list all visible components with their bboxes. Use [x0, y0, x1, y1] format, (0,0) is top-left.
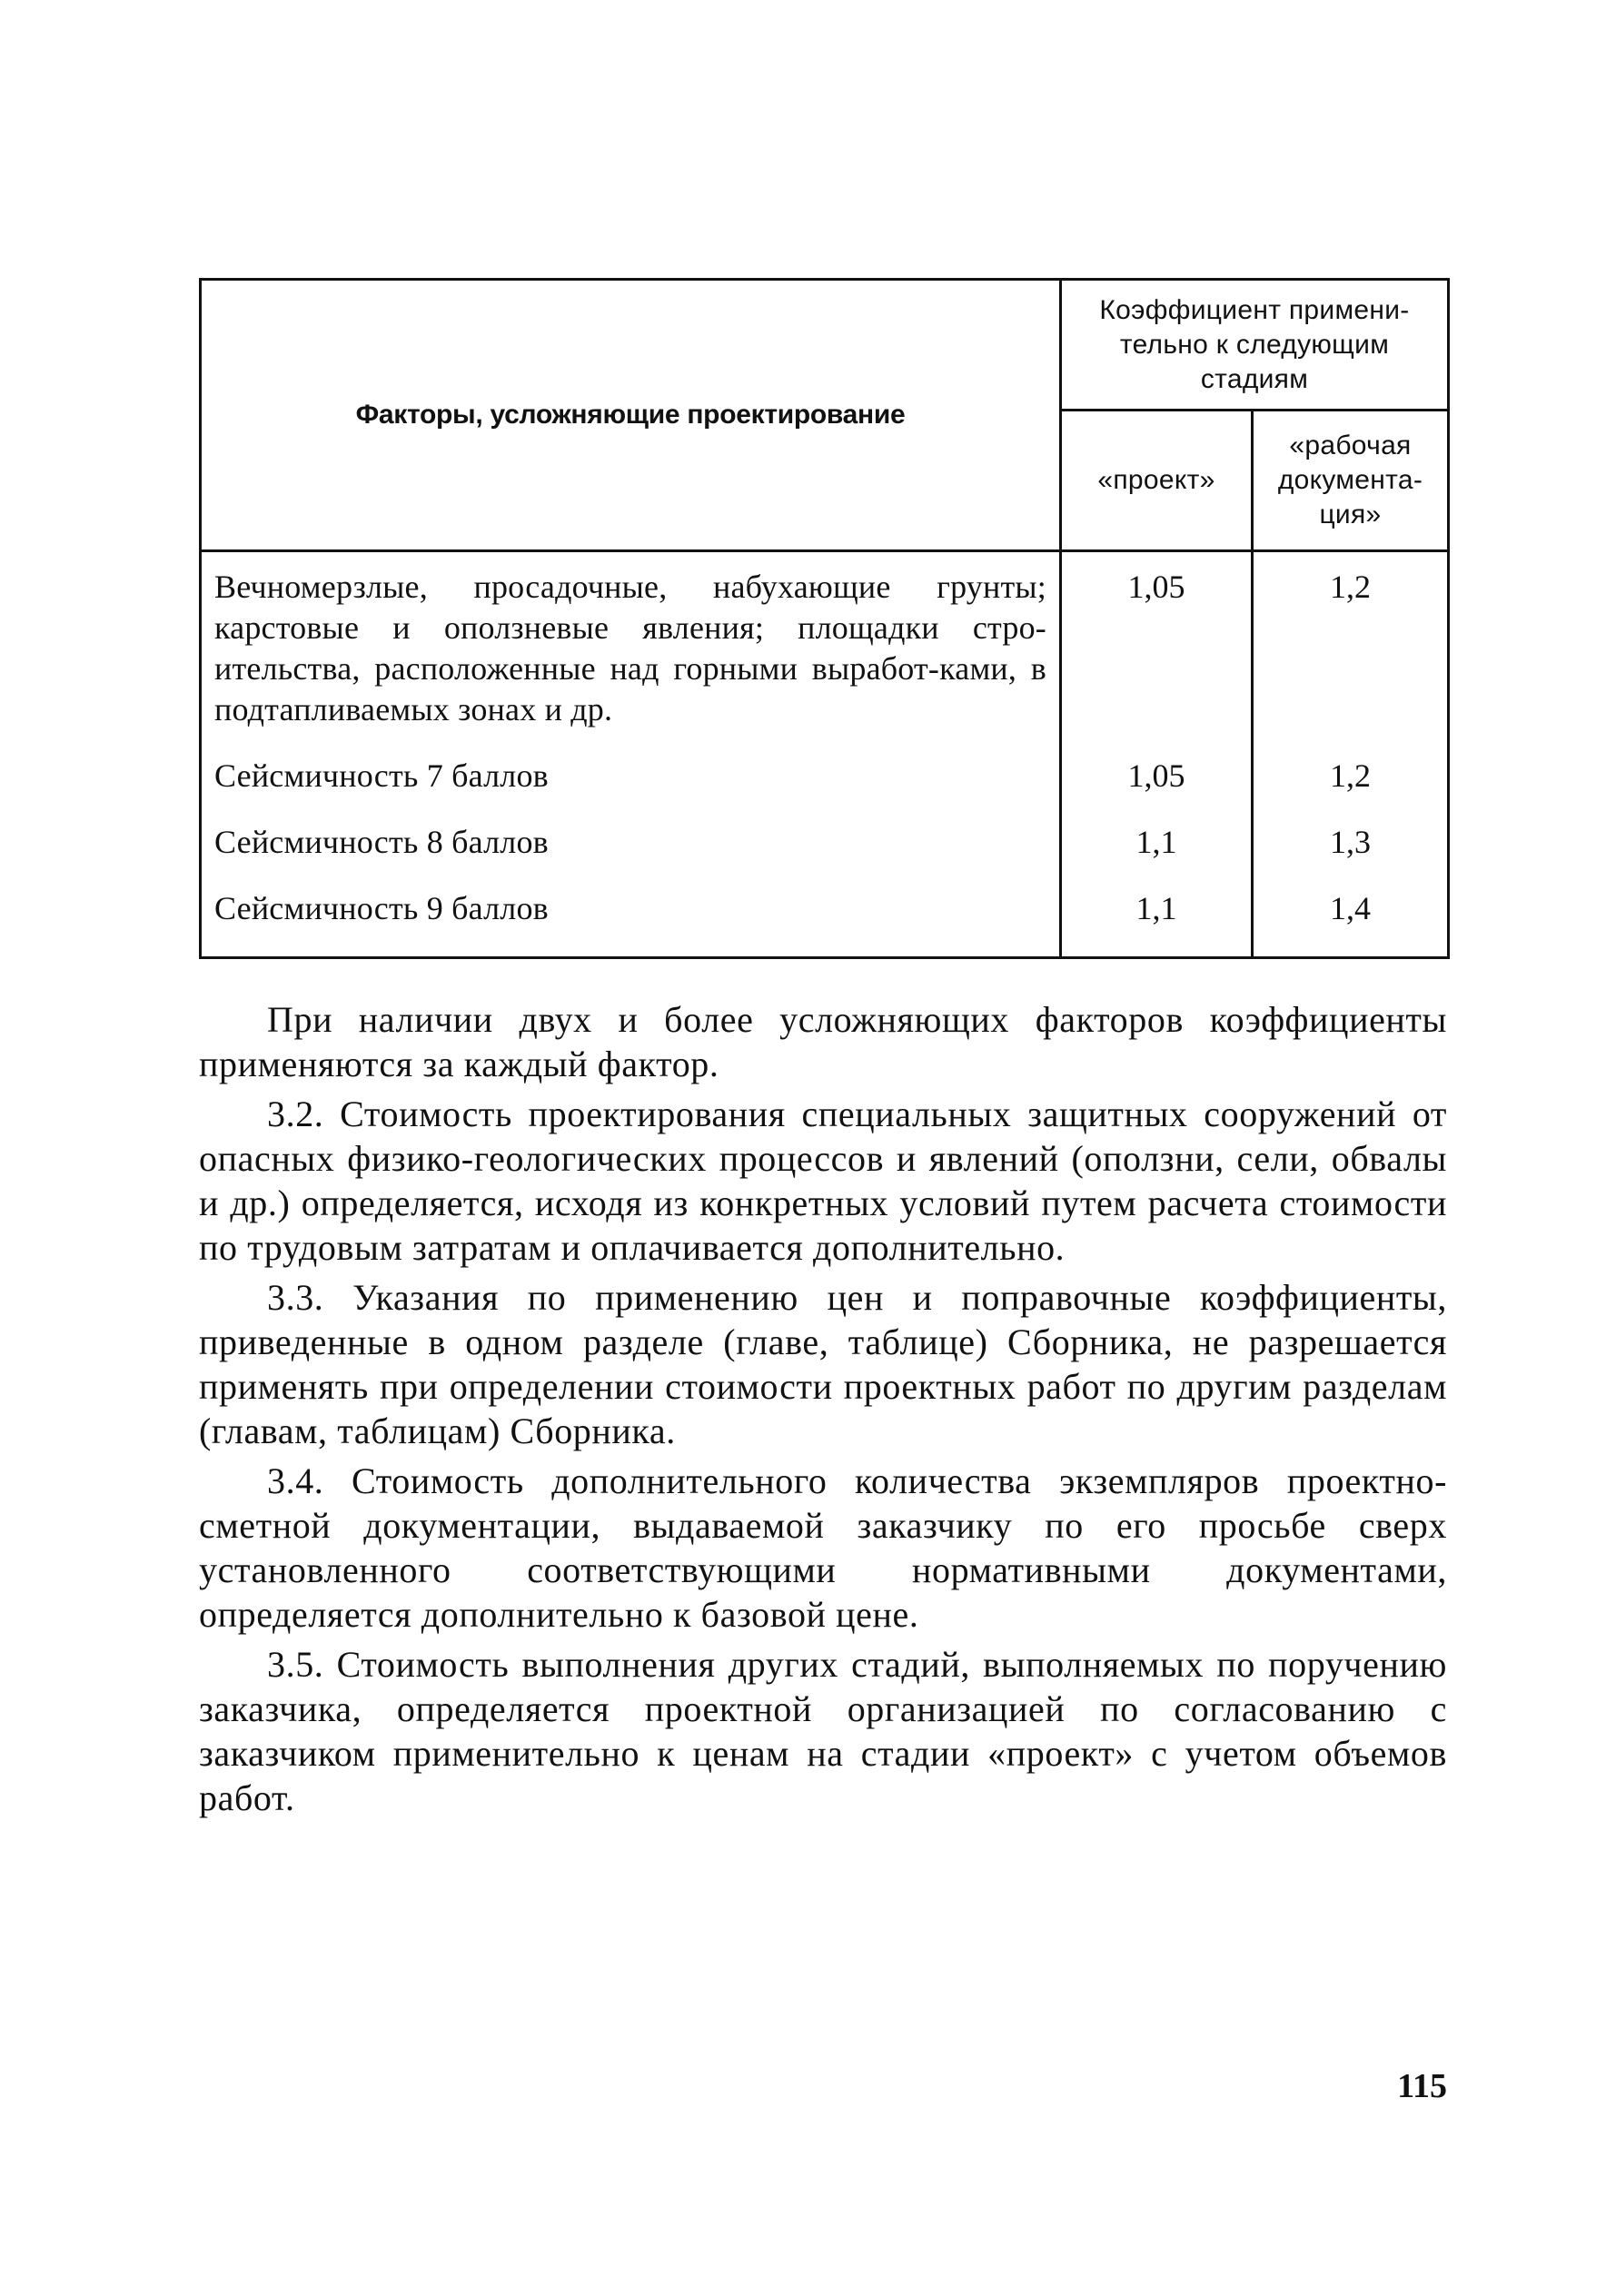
row-factor: Вечномерзлые, просадочные, набухающие грунты; карстовые и оползневые явления; площадки стро-ительства, расположенные над горными выработ-ками, в подтапливаемых зонах и др.: [201, 551, 1061, 744]
page-number: 115: [1397, 2067, 1447, 2105]
row-factor: Сейсмичность 9 баллов: [201, 876, 1061, 958]
header-factors: Факторы, усложняющие проектирование: [201, 280, 1061, 551]
row-working-coef: 1,4: [1253, 876, 1449, 958]
row-project-coef: 1,1: [1061, 876, 1253, 958]
body-text: [199, 997, 1447, 1826]
header-coefficient-text: Коэффициент примени-тельно к следующим стадиям: [1099, 294, 1410, 394]
header-stage-working: [1253, 411, 1449, 551]
paragraph: При наличии двух и более усложняющих факторов коэффициенты применяются за каждый фактор.: [199, 999, 1447, 1084]
paragraph-3-2: 3.2. Стоимость проектирования специальных защитных сооружений от опасных физико-геологических процессов и явлений (оползни, сели, обвалы и др.) определяется, исходя из конкретных условий путем расчета стоимости по трудовым затратам и оплачивается дополнительно.: [199, 1094, 1447, 1268]
header-stage-project: «проект»: [1061, 411, 1253, 551]
row-working-coef: 1,3: [1253, 809, 1449, 876]
table-row: [201, 809, 1449, 876]
header-coefficient: [1061, 280, 1449, 411]
coefficient-table: [199, 278, 1450, 959]
paragraph-3-3: 3.3. Указания по применению цен и поправочные коэффициенты, приведенные в одном разделе (главе, таблице) Сборника, не разрешается применять при определении стоимости проектных работ по другим разделам (главам, таблицам) Сборника.: [199, 1277, 1447, 1451]
row-project-coef: 1,05: [1061, 743, 1253, 809]
table-row: [201, 551, 1449, 744]
table-header-row: [201, 280, 1449, 411]
header-stage-working-text: «рабочая документа-ция»: [1277, 430, 1423, 530]
row-working-coef: 1,2: [1253, 551, 1449, 744]
table-row: [201, 743, 1449, 809]
paragraph-3-4: 3.4. Стоимость дополнительного количества экземпляров проектно-сметной документации, выдаваемой заказчику по его просьбе сверх установленного соответствующими нормативными документами, определяется дополнительно к базовой цене.: [199, 1460, 1447, 1635]
paragraph-3-5: 3.5. Стоимость выполнения других стадий, выполняемых по поручению заказчика, определяется проектной организацией по согласованию с заказчиком применительно к ценам на стадии «проект» с учетом объемов работ.: [199, 1644, 1447, 1818]
row-factor: Сейсмичность 7 баллов: [201, 743, 1061, 809]
row-project-coef: 1,1: [1061, 809, 1253, 876]
table-row: [201, 876, 1449, 958]
row-factor: Сейсмичность 8 баллов: [201, 809, 1061, 876]
row-working-coef: 1,2: [1253, 743, 1449, 809]
row-project-coef: 1,05: [1061, 551, 1253, 744]
